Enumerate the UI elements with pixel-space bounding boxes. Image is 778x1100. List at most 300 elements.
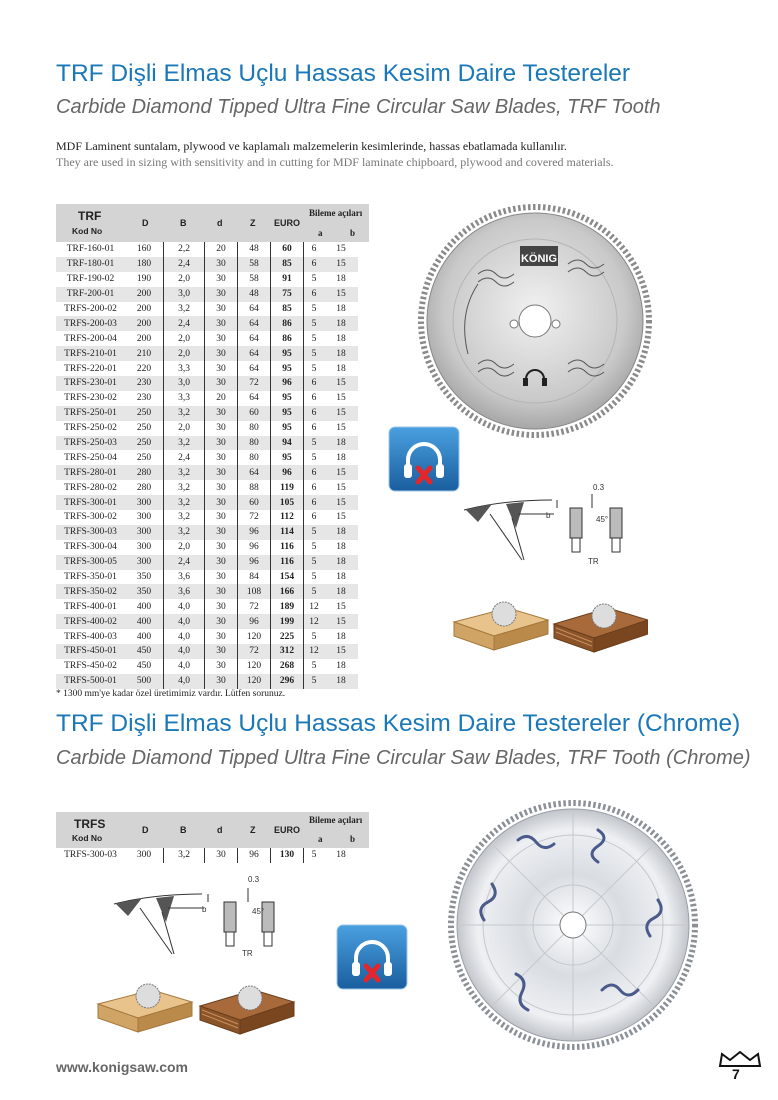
table-cell: 60 — [271, 242, 304, 257]
diagram2-angle: 45° — [252, 907, 265, 916]
table-cell: 30 — [205, 480, 238, 495]
table1-col-D: D — [142, 218, 149, 228]
table-cell: 190 — [125, 272, 164, 287]
table-cell: TRF-160-01 — [66, 244, 115, 255]
table-cell: 166 — [271, 584, 304, 599]
table-cell: 64 — [238, 391, 271, 406]
table-cell: 6 — [311, 512, 317, 523]
table-cell: 280 — [125, 480, 164, 495]
table-cell: 6 — [304, 257, 325, 272]
table2-series: TRFS — [74, 817, 106, 831]
table-cell: TRFS-300-05 — [56, 555, 125, 570]
table-cell: 3,2 — [164, 848, 205, 863]
table-cell: 5 — [311, 631, 317, 642]
table-cell: 72 — [238, 599, 271, 614]
table-cell: 30 — [205, 848, 238, 863]
table-cell: TRFS-500-01 — [56, 674, 125, 689]
table-cell: 91 — [271, 272, 304, 287]
table1-bileme-label: Bileme açıları — [309, 208, 363, 218]
table-cell: 200 — [125, 287, 164, 302]
section2-title: TRF Dişli Elmas Uçlu Hassas Kesim Daire Testereler (Chrome) — [56, 710, 741, 737]
table-cell: 30 — [205, 465, 238, 480]
table-cell: 64 — [238, 316, 271, 331]
table1-kod-label: Kod No — [72, 226, 103, 236]
table-cell: 3,6 — [164, 584, 205, 599]
table-cell: 225 — [271, 629, 304, 644]
table-cell: 84 — [238, 570, 271, 585]
table-cell: 4,0 — [164, 659, 205, 674]
table-cell: 116 — [271, 540, 304, 555]
table-cell: 300 — [125, 510, 164, 525]
table-cell: TRFS-210-01 — [56, 346, 125, 361]
table-cell: 72 — [238, 376, 271, 391]
table-row — [56, 848, 358, 863]
table-cell: 15 — [336, 244, 346, 255]
table-cell: TRFS-280-02 — [64, 482, 117, 493]
table-cell: 4,0 — [164, 629, 205, 644]
table-cell: 15 — [324, 495, 358, 510]
table-cell: 18 — [324, 555, 358, 570]
table-cell: 18 — [336, 631, 346, 642]
table-cell: TRFS-230-02 — [64, 393, 117, 404]
table-row — [56, 331, 358, 346]
table2-col-b: b — [350, 834, 356, 844]
table-cell: 30 — [205, 674, 238, 689]
table-cell: 200 — [125, 331, 164, 346]
table-cell: 30 — [205, 331, 238, 346]
table-cell: 15 — [336, 393, 346, 404]
table2-col-Z: Z — [250, 825, 256, 835]
table-cell: 64 — [238, 331, 271, 346]
table2-col-d: d — [217, 825, 223, 835]
table1-col-Z: Z — [250, 218, 256, 228]
table-cell: TRFS-300-03 — [64, 850, 117, 861]
table-cell: 30 — [205, 421, 238, 436]
table-cell: TRFS-350-01 — [64, 572, 117, 583]
table-row — [56, 465, 358, 480]
table-cell: 72 — [238, 644, 271, 659]
table-cell: 6 — [304, 287, 325, 302]
table-cell: 105 — [271, 495, 304, 510]
diagram-tooth-type: TR — [588, 557, 599, 566]
diagram-label-b: b — [546, 511, 551, 520]
table-cell: 94 — [271, 436, 304, 451]
table-row — [56, 346, 358, 361]
table-cell: 250 — [125, 436, 164, 451]
table-cell: 3,0 — [164, 376, 205, 391]
table-cell: 30 — [205, 361, 238, 376]
table-cell: TRFS-230-01 — [56, 376, 125, 391]
table-cell: 450 — [125, 644, 164, 659]
table-cell: 3,2 — [164, 302, 205, 317]
table-cell: 30 — [205, 584, 238, 599]
table-cell: 96 — [271, 376, 304, 391]
table-cell: 30 — [205, 257, 238, 272]
table-cell: 30 — [205, 510, 238, 525]
table-cell: TRFS-200-02 — [64, 304, 117, 314]
table-cell: 15 — [324, 257, 358, 272]
table-cell: 12 — [309, 601, 319, 612]
table-cell: 15 — [324, 406, 358, 421]
table-cell: 154 — [271, 570, 304, 585]
table-cell: TRFS-200-03 — [56, 316, 125, 331]
table-row — [56, 287, 358, 302]
table-cell: 200 — [125, 316, 164, 331]
table-cell: 6 — [311, 423, 317, 434]
table1-series: TRF — [78, 209, 102, 223]
table-cell: 30 — [205, 406, 238, 421]
table-cell: 18 — [336, 661, 346, 672]
table-cell: 230 — [125, 376, 164, 391]
table-cell: 199 — [271, 614, 304, 629]
table-cell: 30 — [205, 525, 238, 540]
table-cell: 250 — [125, 406, 164, 421]
table-cell: 30 — [205, 346, 238, 361]
table-cell: 130 — [271, 848, 304, 863]
table-cell: 3,0 — [164, 287, 205, 302]
table-cell: 15 — [336, 423, 346, 434]
table-cell: TRFS-400-02 — [56, 614, 125, 629]
table-cell: 20 — [205, 242, 238, 257]
table-cell: 95 — [271, 406, 304, 421]
table-cell: 250 — [125, 450, 164, 465]
table2-col-D: D — [142, 825, 149, 835]
table-row — [56, 644, 358, 659]
table-cell: 15 — [324, 465, 358, 480]
table-cell: 5 — [304, 436, 325, 451]
table-cell: TRFS-280-01 — [56, 465, 125, 480]
table-cell: 6 — [311, 244, 317, 255]
wood-cutting-illustration-2 — [96, 972, 296, 1038]
table-cell: 72 — [238, 510, 271, 525]
table-cell: 3,2 — [164, 495, 205, 510]
table-cell: 2,4 — [164, 450, 205, 465]
table2-kod-label: Kod No — [72, 833, 103, 843]
table-row — [56, 480, 358, 495]
table-cell: 6 — [304, 406, 325, 421]
table-cell: 18 — [336, 363, 346, 374]
footer-website[interactable]: www.konigsaw.com — [56, 1059, 188, 1075]
table-cell: 300 — [125, 540, 164, 555]
table-cell: 5 — [311, 661, 317, 672]
table-cell: 5 — [311, 542, 317, 553]
table-cell: 96 — [238, 555, 271, 570]
table2-col-a: a — [318, 834, 323, 844]
table-cell: 18 — [336, 542, 346, 553]
table-cell: 268 — [271, 659, 304, 674]
table-cell: 86 — [271, 316, 304, 331]
table-row — [56, 495, 358, 510]
table-cell: 400 — [125, 629, 164, 644]
table-cell: TRFS-400-01 — [64, 601, 117, 612]
table-cell: 3,2 — [164, 465, 205, 480]
table-cell: 80 — [238, 421, 271, 436]
table-row — [56, 361, 358, 376]
table-cell: 30 — [205, 272, 238, 287]
table-cell: 4,0 — [164, 674, 205, 689]
table-cell: 6 — [304, 495, 325, 510]
diagram2-label-b: b — [202, 905, 207, 914]
table-cell: 15 — [324, 376, 358, 391]
table-cell: 20 — [205, 391, 238, 406]
table-row — [56, 406, 358, 421]
table-row — [56, 674, 358, 689]
table-cell: 108 — [238, 584, 271, 599]
table-row — [56, 659, 358, 674]
table-cell: 15 — [324, 644, 358, 659]
table-cell: TRFS-400-03 — [64, 631, 117, 642]
table-cell: 120 — [238, 629, 271, 644]
diagram-dim: 0.3 — [593, 483, 605, 492]
table-cell: 5 — [304, 674, 325, 689]
table-row — [56, 555, 358, 570]
table-row — [56, 510, 358, 525]
table-cell: 4,0 — [164, 644, 205, 659]
table-cell: 96 — [238, 525, 271, 540]
table-cell: 5 — [311, 363, 317, 374]
table-cell: 12 — [304, 614, 325, 629]
table-cell: 64 — [238, 302, 271, 317]
table-cell: 30 — [205, 495, 238, 510]
table-cell: TRF-200-01 — [56, 287, 125, 302]
table-cell: 5 — [311, 452, 317, 463]
table-cell: 4,0 — [164, 599, 205, 614]
table-cell: 200 — [125, 302, 164, 317]
table-cell: TRFS-220-01 — [64, 363, 117, 374]
table-row — [56, 242, 358, 257]
table-cell: 30 — [205, 614, 238, 629]
table1-col-a: a — [318, 228, 323, 238]
table-cell: 30 — [205, 376, 238, 391]
table-cell: 96 — [271, 465, 304, 480]
table-cell: 280 — [125, 465, 164, 480]
table-row — [56, 376, 358, 391]
table-cell: 6 — [311, 482, 317, 493]
table-cell: 300 — [125, 525, 164, 540]
table-cell: TRFS-250-04 — [64, 452, 117, 463]
table-cell: 18 — [336, 850, 346, 861]
table-row — [56, 391, 358, 406]
table-cell: 60 — [238, 495, 271, 510]
table-cell: 30 — [205, 450, 238, 465]
table-cell: 5 — [311, 333, 317, 344]
table-cell: 18 — [336, 452, 346, 463]
section2-subtitle: Carbide Diamond Tipped Ultra Fine Circular Saw Blades, TRF Tooth (Chrome) — [56, 747, 751, 769]
table-cell: 30 — [205, 570, 238, 585]
section1-subtitle: Carbide Diamond Tipped Ultra Fine Circular Saw Blades, TRF Tooth — [56, 96, 661, 118]
table-cell: 5 — [311, 274, 317, 285]
table-cell: TRFS-350-02 — [56, 584, 125, 599]
table-cell: 210 — [125, 346, 164, 361]
table-cell: 5 — [311, 572, 317, 583]
table-cell: 3,2 — [164, 436, 205, 451]
table-row — [56, 302, 358, 317]
table-cell: 400 — [125, 614, 164, 629]
table-cell: 30 — [205, 599, 238, 614]
table-cell: 500 — [125, 674, 164, 689]
table1-col-B: B — [180, 218, 187, 228]
table-cell: 6 — [304, 465, 325, 480]
table-cell: TRFS-250-03 — [56, 436, 125, 451]
table-cell: 180 — [125, 257, 164, 272]
table-cell: 2,4 — [164, 316, 205, 331]
diagram-angle: 45° — [596, 515, 609, 524]
table-cell: 18 — [336, 333, 346, 344]
table-cell: 18 — [324, 525, 358, 540]
table-cell: 3,3 — [164, 391, 205, 406]
table-cell: 4,0 — [164, 614, 205, 629]
table-cell: 2,4 — [164, 555, 205, 570]
table-cell: 80 — [238, 436, 271, 451]
crown-icon — [718, 1050, 762, 1068]
table-cell: 5 — [304, 555, 325, 570]
table-cell: 96 — [238, 848, 271, 863]
table1-col-b: b — [350, 228, 356, 238]
table-cell: 3,2 — [164, 525, 205, 540]
table-cell: TRFS-300-04 — [64, 542, 117, 553]
table-cell: 18 — [336, 572, 346, 583]
table-cell: 2,0 — [164, 346, 205, 361]
hearing-protection-icon-2 — [336, 924, 408, 990]
diagram2-dim: 0.3 — [248, 875, 260, 884]
table-cell: 120 — [238, 674, 271, 689]
table-cell: 3,6 — [164, 570, 205, 585]
table-cell: 18 — [336, 304, 346, 314]
section1-desc-tr: MDF Laminent suntalam, plywood ve kaplamalı malzemelerin kesimlerinde, hassas ebatlamada kullanılır. — [56, 139, 567, 153]
table-cell: 3,2 — [164, 480, 205, 495]
tooth-geometry-diagram — [462, 478, 642, 568]
table-cell: 5 — [304, 316, 325, 331]
table-cell: 80 — [238, 450, 271, 465]
diagram2-tooth-type: TR — [242, 949, 253, 958]
table-cell: 3,2 — [164, 406, 205, 421]
table-cell: 58 — [238, 272, 271, 287]
table-cell: 48 — [238, 242, 271, 257]
table-cell: 160 — [125, 242, 164, 257]
table-cell: 250 — [125, 421, 164, 436]
table-cell: 85 — [271, 302, 304, 317]
table-row — [56, 436, 358, 451]
table-cell: 2,4 — [164, 257, 205, 272]
table-cell: 96 — [238, 540, 271, 555]
table-cell: 230 — [125, 391, 164, 406]
table-cell: 18 — [324, 316, 358, 331]
table1-footnote: * 1300 mm'ye kadar özel üretimimiz vardır. Lütfen sorunuz. — [56, 689, 286, 699]
table-row — [56, 525, 358, 540]
table1-header — [56, 204, 369, 242]
table2-header — [56, 812, 369, 848]
table-cell: 5 — [304, 584, 325, 599]
table2-col-euro: EURO — [274, 825, 301, 835]
table-cell: 30 — [205, 629, 238, 644]
page-number: 7 — [732, 1066, 740, 1082]
table-cell: 15 — [336, 601, 346, 612]
table-cell: 18 — [324, 436, 358, 451]
table-cell: 12 — [304, 644, 325, 659]
table-cell: 30 — [205, 659, 238, 674]
table-cell: TRF-180-01 — [56, 257, 125, 272]
table-row — [56, 272, 358, 287]
table-cell: 350 — [125, 584, 164, 599]
table-row — [56, 629, 358, 644]
table-cell: 60 — [238, 406, 271, 421]
table-cell: 95 — [271, 421, 304, 436]
table-cell: 86 — [271, 331, 304, 346]
table2-bileme-label: Bileme açıları — [309, 815, 363, 825]
table-cell: TRFS-300-03 — [56, 525, 125, 540]
table-cell: 95 — [271, 361, 304, 376]
table-row — [56, 421, 358, 436]
table-cell: 312 — [271, 644, 304, 659]
tooth-geometry-diagram-2 — [112, 872, 292, 962]
table-cell: 95 — [271, 450, 304, 465]
table-cell: 88 — [238, 480, 271, 495]
table-cell: 300 — [125, 848, 164, 863]
table-cell: 116 — [271, 555, 304, 570]
table-cell: 300 — [125, 495, 164, 510]
table-cell: TRF-190-02 — [66, 274, 115, 285]
table-cell: 30 — [205, 540, 238, 555]
wood-cutting-illustration — [452, 590, 648, 654]
brand-logo-text: KÖNIG — [520, 253, 558, 265]
table2-body — [56, 848, 358, 863]
table-cell: 450 — [125, 659, 164, 674]
table-cell: 30 — [205, 287, 238, 302]
table-cell: 5 — [311, 304, 317, 314]
table-cell: 18 — [336, 274, 346, 285]
table-cell: 30 — [205, 555, 238, 570]
table-cell: 5 — [311, 850, 317, 861]
table-cell: TRFS-250-01 — [56, 406, 125, 421]
table1-col-d: d — [217, 218, 223, 228]
table-cell: 119 — [271, 480, 304, 495]
table-cell: 95 — [271, 391, 304, 406]
table-cell: 58 — [238, 257, 271, 272]
table-cell: 2,0 — [164, 421, 205, 436]
table-cell: 15 — [336, 482, 346, 493]
table-cell: TRFS-200-04 — [64, 333, 117, 344]
table-cell: 18 — [324, 346, 358, 361]
table-cell: 30 — [205, 644, 238, 659]
table-cell: 18 — [324, 674, 358, 689]
table-cell: 15 — [336, 512, 346, 523]
table-cell: 2,2 — [164, 242, 205, 257]
table-cell: 2,0 — [164, 331, 205, 346]
table-cell: 400 — [125, 599, 164, 614]
table-cell: 95 — [271, 346, 304, 361]
table-cell: 114 — [271, 525, 304, 540]
table-cell: 120 — [238, 659, 271, 674]
table-cell: 64 — [238, 361, 271, 376]
hearing-protection-icon — [388, 426, 460, 492]
table-cell: TRFS-300-01 — [56, 495, 125, 510]
table-cell: 48 — [238, 287, 271, 302]
table1-body — [56, 242, 358, 689]
table1-col-euro: EURO — [274, 218, 301, 228]
table-row — [56, 257, 358, 272]
table-cell: 2,0 — [164, 540, 205, 555]
table-row — [56, 614, 358, 629]
table-cell: 15 — [324, 287, 358, 302]
table-cell: 96 — [238, 614, 271, 629]
table-cell: TRFS-250-02 — [64, 423, 117, 434]
table-row — [56, 450, 358, 465]
table-cell: 3,3 — [164, 361, 205, 376]
table-cell: TRFS-450-01 — [56, 644, 125, 659]
table-cell: 189 — [271, 599, 304, 614]
table-cell: 5 — [304, 346, 325, 361]
table-cell: 6 — [304, 376, 325, 391]
